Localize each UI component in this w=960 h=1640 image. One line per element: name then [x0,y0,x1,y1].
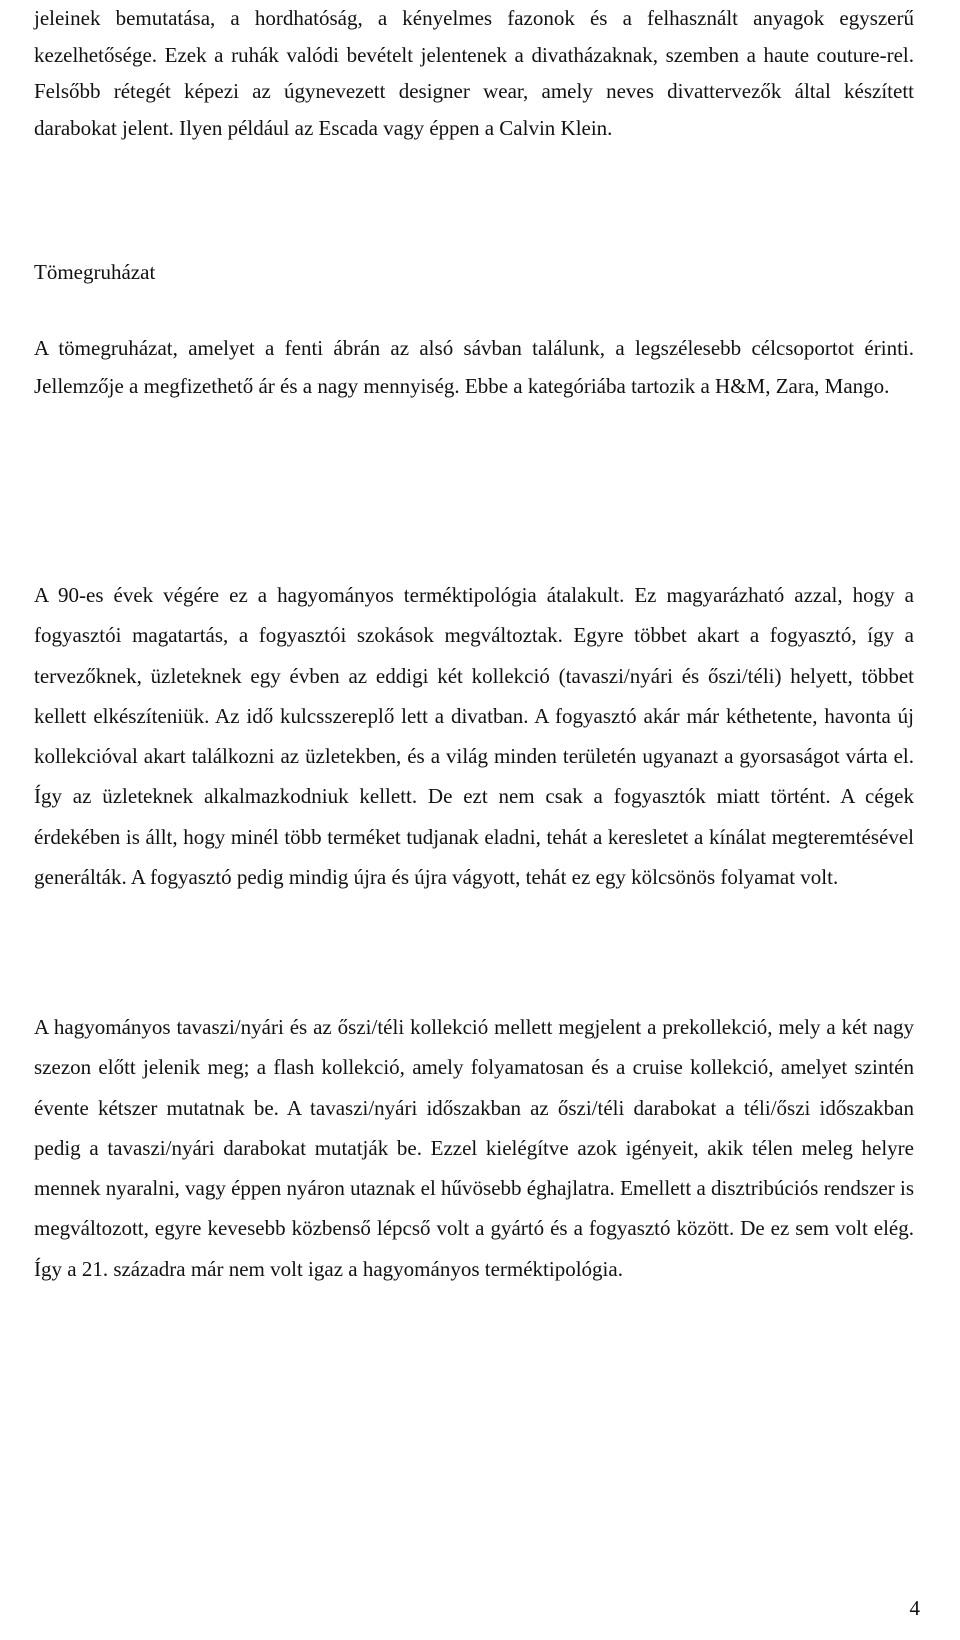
paragraph-collections: A hagyományos tavaszi/nyári és az őszi/téli kollekció mellett megjelent a prekollekció, mely a két nagy szezon előtt jelenik meg; a flash kollekció, amely folyamatosan és a cruise kollekció, amelyet szintén évente kétszer mutatnak be. A tavaszi/nyári időszakban az őszi/téli darabokat a téli/őszi időszakban pedig a tavaszi/nyári darabokat mutatják be. Ezzel kielégítve azok igényeit, akik télen meleg helyre mennek nyaralni, vagy éppen nyáron utaznak el hűvösebb éghajlatra. Emellett a disztribúciós rendszer is megváltozott, egyre kevesebb közbenső lépcső volt a gyártó és a fogyasztó között. De ez sem volt elég. Így a 21. századra már nem volt igaz a hagyományos terméktipológia. [34,1015,914,1281]
page-number: 4 [909,1596,920,1620]
paragraph-designer-wear: jeleinek bemutatása, a hordhatóság, a kényelmes fazonok és a felhasznált anyagok egyszerű kezelhetősége. Ezek a ruhák valódi bevételt jelentenek a divatházaknak, szemben a haute couture-rel. Felsőbb rétegét képezi az úgynevezett designer wear, amely neves divattervezők által készített darabokat jelent. Ilyen például az Escada vagy éppen a Calvin Klein. [34,6,914,140]
section-heading-tomegruhazat: Tömegruházat [34,260,156,284]
paragraph-90s-change: A 90-es évek végére ez a hagyományos terméktipológia átalakult. Ez magyarázható azzal, hogy a fogyasztói magatartás, a fogyasztói szokások megváltoztak. Egyre többet akart a fogyasztó, így a tervezőknek, üzleteknek egy évben az eddigi két kollekció (tavaszi/nyári és őszi/téli) helyett, többet kellett elkészíteniük. Az idő kulcsszereplő lett a divatban. A fogyasztó akár már kéthetente, havonta új kollekcióval akart találkozni az üzletekben, és a világ minden területén ugyanazt a gyorsaságot várta el. Így az üzleteknek alkalmazkodniuk kellett. De ezt nem csak a fogyasztók miatt történt. A cégek érdekében is állt, hogy minél több terméket tudjanak eladni, tehát a keresletet a kínálat megteremtésével generálták. A fogyasztó pedig mindig újra és újra vágyott, tehát ez egy kölcsönös folyamat volt. [34,583,914,890]
paragraph-mass-clothing: A tömegruházat, amelyet a fenti ábrán az alsó sávban találunk, a legszélesebb célcsoportot érinti. Jellemzője a megfizethető ár és a nagy mennyiség. Ebbe a kategóriába tartozik a H&M, Zara, Mango. [34,336,914,398]
